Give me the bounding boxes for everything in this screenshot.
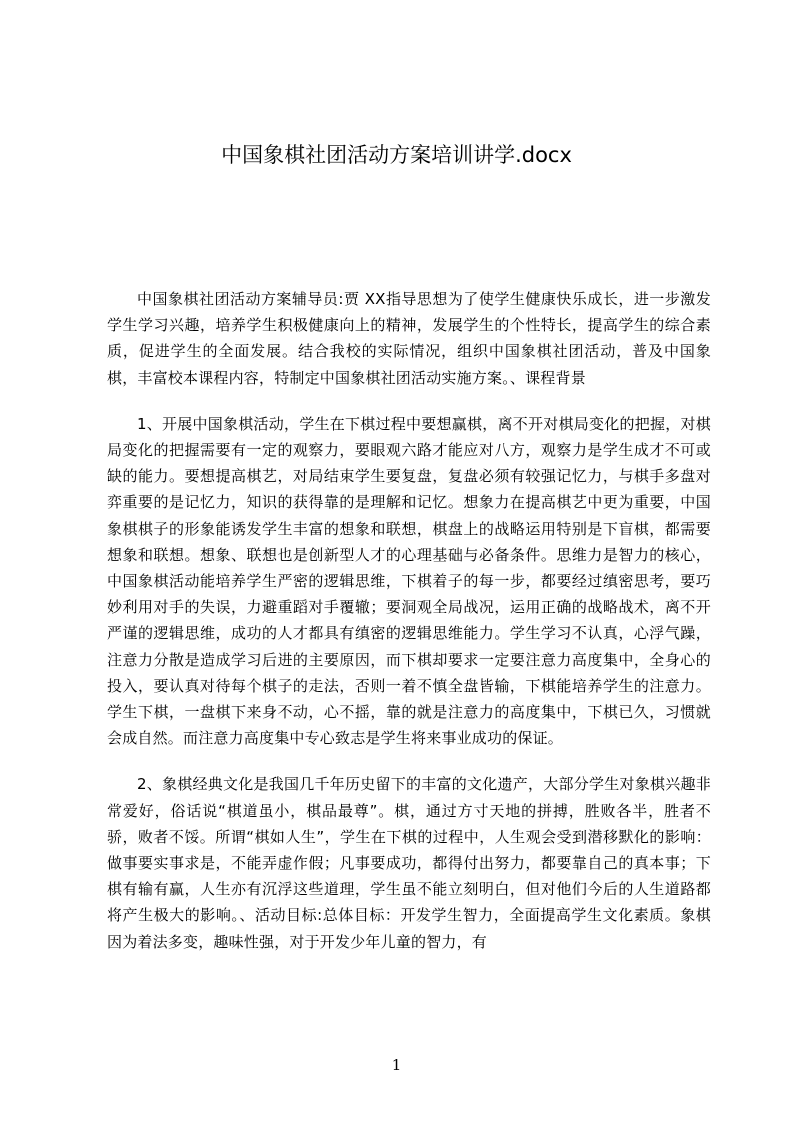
page-number: 1 [391,1056,402,1074]
document-title: 中国象棋社团活动方案培训讲学.docx [221,143,572,167]
paragraph-background-1: 1、开展中国象棋活动，学生在下棋过程中要想赢棋，离不开对棋局变化的把握，对棋局变化的把握需要有一定的观察力，要眼观六路才能应对八方，观察力是学生成才不可或缺的能力。要想提高棋艺，对局结束学生要复盘，复盘必须有较强记忆力，与棋手多盘对弈重要的是记忆力，知识的获得靠的是理解和记忆。想象力在提高棋艺中更为重要，中国象棋棋子的形象能诱发学生丰富的想象和联想，棋盘上的战略运用特别是下盲棋，都需要想象和联想。想象、联想也是创新型人才的心理基础与必备条件。思维力是智力的核心，中国象棋活动能培养学生严密的逻辑思维，下棋着子的每一步，都要经过缜密思考，要巧妙利用对手的失误，力避重蹈对手覆辙；要洞观全局战况，运用正确的战略战术，离不开严谨的逻辑思维，成功的人才都具有缜密的逻辑思维能力。学生学习不认真，心浮气躁，注意力分散是造成学习后进的主要原因，而下棋却要求一定要注意力高度集中，全身心的投入，要认真对待每个棋子的走法，否则一着不慎全盘皆输，下棋能培养学生的注意力。学生下棋，一盘棋下来身不动，心不摇，靠的就是注意力的高度集中，下棋已久，习惯就会成自然。而注意力高度集中专心致志是学生将来事业成功的保证。 [107,414,711,748]
document-body [107,286,711,975]
paragraph-background-2: 2、象棋经典文化是我国几千年历史留下的丰富的文化遗产，大部分学生对象棋兴趣非常爱好，俗话说“棋道虽小，棋品最尊”。棋，通过方寸天地的拼搏，胜败各半，胜者不骄，败者不馁。所谓“棋如人生”，学生在下棋的过程中，人生观会受到潜移默化的影响：做事要实事求是，不能弄虚作假；凡事要成功，都得付出努力，都要靠自己的真本事；下棋有输有赢，人生亦有沉浮这些道理，学生虽不能立刻明白，但对他们今后的人生道路都将产生极大的影响。、活动目标:总体目标：开发学生智力，全面提高学生文化素质。象棋因为着法多变，趣味性强，对于开发少年儿童的智力，有 [107,775,711,951]
paragraph-intro: 中国象棋社团活动方案辅导员:贾 XX指导思想为了使学生健康快乐成长，进一步激发学生学习兴趣，培养学生积极健康向上的精神，发展学生的个性特长，提高学生的综合素质，促进学生的全面发展。结合我校的实际情况，组织中国象棋社团活动，普及中国象棋，丰富校本课程内容，特制定中国象棋社团活动实施方案。、课程背景 [107,290,711,387]
